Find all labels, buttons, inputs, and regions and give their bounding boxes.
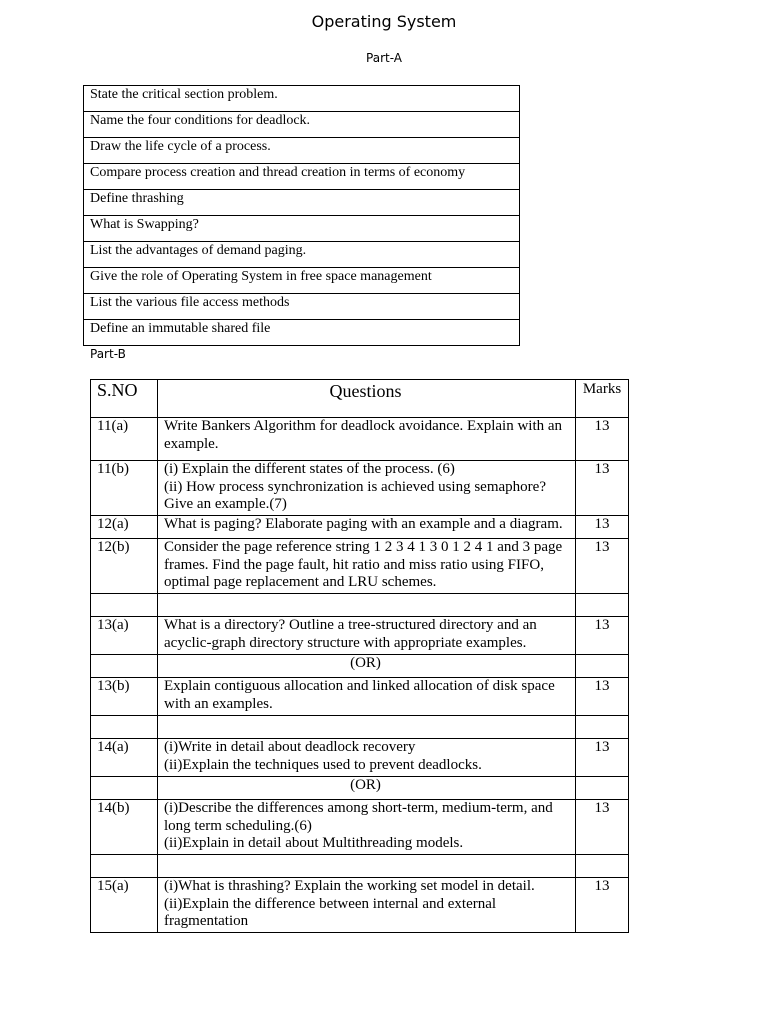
question-line: (ii)Explain the techniques used to prevent deadlocks. [164, 756, 482, 773]
question-text [158, 855, 576, 878]
question-text [158, 678, 576, 716]
question-line: (ii) How process synchronization is achieved using semaphore? [164, 478, 546, 495]
table-header-row [91, 380, 629, 418]
marks-value: 13 [576, 678, 629, 716]
questions-column-header: Questions [158, 380, 576, 418]
question-text [158, 461, 576, 516]
part-a-question: State the critical section problem. [84, 86, 520, 112]
table-row [84, 294, 520, 320]
question-number: 12(a) [91, 516, 158, 539]
table-row [91, 516, 629, 539]
question-number: 11(b) [91, 461, 158, 516]
table-row [91, 461, 629, 516]
part-a-question: Name the four conditions for deadlock. [84, 112, 520, 138]
table-row [91, 539, 629, 594]
table-row [91, 617, 629, 655]
marks-value [576, 777, 629, 800]
part-b-question-table [90, 379, 629, 933]
question-number [91, 716, 158, 739]
question-number: 12(b) [91, 539, 158, 594]
marks-column-header: Marks [576, 380, 629, 418]
question-number [91, 855, 158, 878]
question-line: (ii)Explain the difference between internal and external [164, 895, 497, 912]
table-row [84, 138, 520, 164]
table-row [84, 216, 520, 242]
or-separator: (OR) [158, 655, 576, 678]
part-b-heading: Part-B [90, 347, 126, 361]
marks-value [576, 594, 629, 617]
question-line: optimal page replacement and LRU schemes. [164, 574, 437, 590]
table-row [91, 855, 629, 878]
question-line: What is a directory? Outline a tree-structured directory and an [164, 617, 537, 633]
table-row [84, 190, 520, 216]
question-text [158, 594, 576, 617]
marks-value [576, 855, 629, 878]
question-line: Write Bankers Algorithm for deadlock avoidance. Explain with an [164, 418, 563, 434]
marks-value: 13 [576, 617, 629, 655]
question-text [158, 539, 576, 594]
part-a-heading: Part-A [366, 51, 402, 65]
question-line: (i) Explain the different states of the process. (6) [164, 461, 455, 477]
table-row [84, 320, 520, 346]
question-line: (i)Write in detail about deadlock recovery [164, 739, 416, 755]
question-number: 14(a) [91, 739, 158, 777]
table-row [91, 800, 629, 855]
question-line: fragmentation [164, 913, 249, 929]
question-line: with an examples. [164, 695, 273, 712]
question-number: 13(a) [91, 617, 158, 655]
marks-value: 13 [576, 800, 629, 855]
question-text [158, 516, 576, 539]
part-a-question: List the advantages of demand paging. [84, 242, 520, 268]
question-text [158, 716, 576, 739]
question-number [91, 655, 158, 678]
part-a-question: Define thrashing [84, 190, 520, 216]
question-number: 13(b) [91, 678, 158, 716]
marks-value: 13 [576, 878, 629, 933]
question-line: long term scheduling.(6) [164, 817, 312, 834]
question-line: (ii)Explain in detail about Multithreading models. [164, 835, 464, 851]
question-number: 14(b) [91, 800, 158, 855]
question-text [158, 617, 576, 655]
part-a-question: List the various file access methods [84, 294, 520, 320]
table-row [84, 268, 520, 294]
question-line: (i)Describe the differences among short-term, medium-term, and [164, 800, 553, 816]
question-line: Consider the page reference string 1 2 3 4 1 3 0 1 2 4 1 and 3 page [164, 539, 563, 555]
question-number: 11(a) [91, 418, 158, 461]
marks-value [576, 716, 629, 739]
marks-value: 13 [576, 516, 629, 539]
question-line: What is paging? Elaborate paging with an example and a diagram. [164, 516, 563, 532]
question-text [158, 739, 576, 777]
question-line: Explain contiguous allocation and linked allocation of disk space [164, 678, 555, 694]
question-number [91, 777, 158, 800]
table-row [84, 86, 520, 112]
part-a-question: Give the role of Operating System in free space management [84, 268, 520, 294]
question-text [158, 418, 576, 461]
question-text [158, 800, 576, 855]
question-text [158, 878, 576, 933]
marks-value: 13 [576, 418, 629, 461]
table-row [91, 716, 629, 739]
question-line: acyclic-graph directory structure with appropriate examples. [164, 634, 527, 651]
part-a-question: Draw the life cycle of a process. [84, 138, 520, 164]
marks-value [576, 655, 629, 678]
or-separator: (OR) [158, 777, 576, 800]
question-line: Give an example.(7) [164, 496, 287, 512]
question-line: example. [164, 435, 219, 452]
table-row [84, 112, 520, 138]
table-row [91, 678, 629, 716]
marks-value: 13 [576, 739, 629, 777]
part-a-question: What is Swapping? [84, 216, 520, 242]
table-row [91, 739, 629, 777]
document-title: Operating System [311, 12, 457, 31]
sno-column-header: S.NO [91, 380, 158, 418]
question-line: frames. Find the page fault, hit ratio and miss ratio using FIFO, [164, 556, 544, 573]
table-row [91, 418, 629, 461]
question-number [91, 594, 158, 617]
question-number: 15(a) [91, 878, 158, 933]
table-row [91, 878, 629, 933]
part-a-question-table [83, 85, 520, 346]
marks-value: 13 [576, 461, 629, 516]
table-row [91, 594, 629, 617]
table-row [91, 777, 629, 800]
part-a-question: Compare process creation and thread creation in terms of economy [84, 164, 520, 190]
table-row [91, 655, 629, 678]
table-row [84, 164, 520, 190]
table-row [84, 242, 520, 268]
marks-value: 13 [576, 539, 629, 594]
question-line: (i)What is thrashing? Explain the working set model in detail. [164, 878, 535, 894]
part-a-question: Define an immutable shared file [84, 320, 520, 346]
